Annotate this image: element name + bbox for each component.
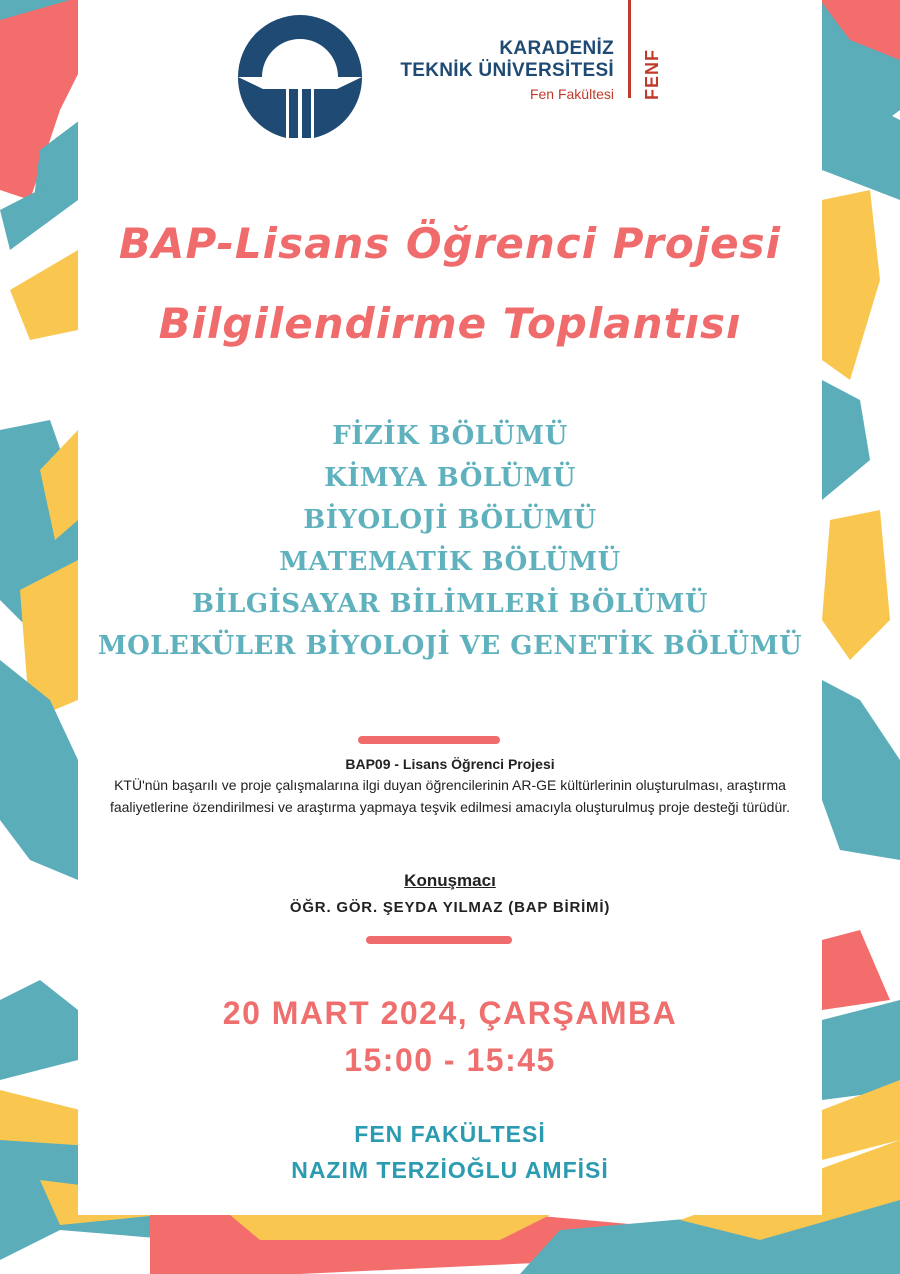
department-item: MOLEKÜLER BİYOLOJİ VE GENETİK BÖLÜMÜ: [97, 631, 803, 661]
department-item: FİZİK BÖLÜMÜ: [332, 421, 568, 451]
speaker-label: Konuşmacı: [404, 871, 496, 890]
event-date: 20 MART 2024, ÇARŞAMBA: [222, 995, 678, 1031]
divider-stroke-bottom: [366, 936, 512, 944]
title-line1: BAP-Lisans Öğrenci Projesi: [118, 219, 782, 268]
university-name-line1: KARADENİZ: [499, 38, 614, 59]
event-time: 15:00 - 15:45: [344, 1042, 556, 1078]
divider-stroke-top: [358, 736, 500, 744]
fenf-mark: FENF: [642, 49, 662, 100]
department-item: BİYOLOJİ BÖLÜMÜ: [303, 505, 597, 535]
speaker-name: ÖĞR. GÖR. ŞEYDA YILMAZ (BAP BİRİMİ): [289, 899, 611, 916]
ktu-logo-icon: [236, 14, 364, 140]
department-list: [60, 415, 840, 667]
title-line2: Bilgilendirme Toplantısı: [158, 299, 742, 348]
department-item: BİLGİSAYAR BİLİMLERİ BÖLÜMÜ: [191, 589, 709, 619]
project-title: BAP09 - Lisans Öğrenci Projesi: [345, 756, 555, 772]
university-name-line2: TEKNİK ÜNİVERSİTESİ: [400, 60, 614, 81]
faculty-name: Fen Fakültesi: [529, 86, 614, 102]
project-description: KTÜ'nün başarılı ve proje çalışmalarına ilgi duyan öğrencilerinin AR-GE kültürlerinin oluşturulması, araştırma faaliyetlerine özendirilmesi ve araştırma yapmaya teşvik edilmesi amacıyla oluşturulmuş proje desteği türüdür.: [109, 777, 791, 815]
venue-faculty: FEN FAKÜLTESİ: [354, 1121, 546, 1147]
department-item: MATEMATİK BÖLÜMÜ: [279, 547, 621, 577]
department-item: KİMYA BÖLÜMÜ: [324, 463, 576, 493]
brand-divider: [628, 0, 631, 98]
university-brand: [380, 38, 614, 104]
venue-hall: NAZIM TERZİOĞLU AMFİSİ: [291, 1157, 609, 1183]
